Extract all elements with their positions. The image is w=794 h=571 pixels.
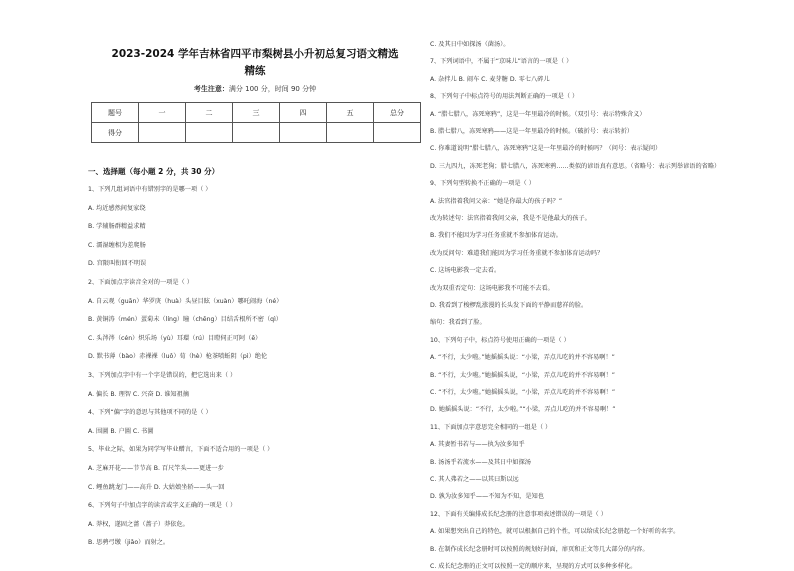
question-line: C. “不行，太少啦。”她摇摇头说，“小梁，弄点儿吃的并不容易啊！” bbox=[430, 389, 616, 396]
question-line: D. 她摇摇头说：“不行，太少啦。”“小梁，弄点儿吃的并不容易啊！” bbox=[430, 406, 616, 414]
question-line: A. 如果想突出自己的特色，就可以根据自己的个性，可以给成长纪念册起一个好听的名字。 bbox=[430, 528, 680, 536]
question-line: A. 自云观（guān）华罗庚（huà）头昼目眩（xuàn）哪吒闹海（né） bbox=[88, 297, 283, 305]
question-line: A. 均近感然间复家绕 bbox=[88, 204, 146, 212]
question-stem: 10、下列句子中，标点符号使用正确的一项是（ ） bbox=[430, 336, 570, 344]
score-cell: 总分 bbox=[374, 103, 421, 123]
question-line: D. 默书薄（bào）赤裸裸（luǒ）荀（hè）枪茶喷蚯阴（pì）绝伦 bbox=[88, 353, 268, 361]
question-line: C. 你难道说明“腊七腊八，冻死寒鸦”这是一年里最冷的时候吗？（问号：表示疑问） bbox=[430, 145, 662, 153]
notice-label: 考生注意： bbox=[193, 85, 229, 93]
score-input-cell[interactable] bbox=[374, 123, 421, 143]
score-table-score-row bbox=[92, 123, 421, 143]
section-title: 一、选择题（每小题 2 分，共 30 分） bbox=[88, 167, 220, 176]
question-stem: 9、下列句型转换不正确的一项是（ ） bbox=[430, 180, 535, 188]
question-stem: 1、下列几组词语中有错別字的是哪一项（ ） bbox=[88, 186, 212, 193]
question-line: B. 腊七腊八，冻死寒鸦——这是一年里最冷的时候。（破折号：表示转折） bbox=[430, 128, 634, 135]
question-line: D. 宫限叫衔回不明误 bbox=[88, 260, 147, 268]
question-line: D. 我看到了梭椤乱涨漫的长头发下面的平静而慈祥的脸。 bbox=[430, 302, 588, 309]
question-line: C. 鲤鱼跳龙门——高升 D. 大姑娘坐轿——头一回 bbox=[88, 483, 225, 491]
question-line: C. 及其日中如探汤（菌汤）。 bbox=[430, 41, 510, 48]
question-line: C. 头涔涔（cén）炽乐场（yù）耳環（rú）目瞪伺正可阿（ē） bbox=[88, 334, 262, 342]
question-stem: 11、下面加点字意思完全相同的一组是（ ） bbox=[430, 423, 552, 431]
question-line: B. 我们不能因为学习任务重就不参加体育运动。 bbox=[430, 232, 562, 240]
title-line-1: 2023-2024 学年吉林省四平市梨树县小升初总复习语文精选 bbox=[111, 48, 399, 60]
title-line-2: 精练 bbox=[244, 65, 266, 77]
exam-notice bbox=[88, 84, 422, 94]
score-table-header-row bbox=[92, 103, 421, 123]
score-cell: 得分 bbox=[92, 123, 139, 143]
question-line: A. 莽权，遂固之蔷（蔷子）莽依危。 bbox=[88, 520, 189, 528]
question-line: 改为双重否定句：这场电影我不可能不去看。 bbox=[430, 284, 554, 292]
question-stem: 7、下列词语中，不属于“京味儿”语言的一项是（ ） bbox=[430, 58, 573, 66]
question-stem: 3、下列加点字中有一个字是错误的，把它选出来（ ） bbox=[88, 372, 237, 379]
question-stem: 2、下面加点字读音全对的一项是（ ） bbox=[88, 279, 193, 286]
score-cell: 题号 bbox=[92, 103, 139, 123]
page-title bbox=[88, 46, 422, 80]
score-input-cell[interactable] bbox=[186, 123, 233, 143]
score-input-cell[interactable] bbox=[139, 123, 186, 143]
question-line: D. 孰为汝多知乎——不知为不知，是知也 bbox=[430, 493, 544, 501]
question-line: 缩句：我看到了脸。 bbox=[430, 319, 486, 327]
question-line: B. 思骋弓缴（jiǎo）而射之。 bbox=[88, 539, 170, 547]
question-line: B. 学辅肠群精益求精 bbox=[88, 223, 146, 231]
score-table bbox=[91, 102, 421, 143]
question-line: C. 其人弗若之——以其曰斯以远 bbox=[430, 476, 519, 483]
score-cell: 二 bbox=[186, 103, 233, 123]
question-line: B. “不行，太少啦。”她摇摇头说，“小梁，弄点儿吃的并不容易啊！” bbox=[430, 371, 615, 379]
question-line: A. 其妻暂书若与——执为汝多知乎 bbox=[430, 441, 525, 449]
question-line: B. 黄铜涛（mén）蛋菊未（líng）瞳（chēng）目结舌根所不密（qì） bbox=[88, 316, 282, 324]
score-input-cell[interactable] bbox=[233, 123, 280, 143]
score-input-cell[interactable] bbox=[280, 123, 327, 143]
score-cell: 五 bbox=[327, 103, 374, 123]
question-line: A. 杂拌儿 B. 闹车 C. 麦芽糖 D. 零七八碎儿 bbox=[430, 75, 550, 83]
question-line: A. “腊七腊八，冻死寒鸦”，这是一年里最冷的时候。（双引号：表示特殊含义） bbox=[430, 110, 646, 118]
question-stem: 8、下列句子中标点符号的用法判断正确的一项是（ ） bbox=[430, 93, 579, 101]
question-line: 改为转述句：法官指着我问父亲，我是不是他最大的孩子。 bbox=[430, 215, 591, 222]
question-line: A. 芝麻开花——节节高 B. 百尺竿头——更进一步 bbox=[88, 465, 224, 472]
question-line: B. 汤汤乎若流水——及其日中如探汤 bbox=[430, 458, 531, 466]
question-stem: 5、毕业之际，如果为同学写毕业赠言，下面不适合用的一项是（ ） bbox=[88, 446, 274, 454]
question-line: A. 法官指着我问父亲：“她是你最大的孩子吗？” bbox=[430, 197, 563, 205]
question-stem: 12、下面有关编排成长纪念册的注意事项表述错误的一项是（ ） bbox=[430, 510, 607, 518]
question-stem: 6、下列句子中加点字的读音或字义正确的一项是（ ） bbox=[88, 502, 237, 510]
score-input-cell[interactable] bbox=[327, 123, 374, 143]
question-line: D. 三九四九，冻死老狗；腊七腊八，冻死寒鸦……类似的谚语真有意思。（省略号：表示列举谚语的省略） bbox=[430, 162, 721, 170]
question-line: B. 在制作成长纪念册时可以按照的规划好封面，扉页和正文等几大部分的内容。 bbox=[430, 545, 649, 553]
score-cell: 三 bbox=[233, 103, 280, 123]
question-line: C. 濡湿缠相为差爬肠 bbox=[88, 241, 146, 249]
score-cell: 四 bbox=[280, 103, 327, 123]
question-stem: 4、下列“偏”字的意思与其他项不同的是（ ） bbox=[88, 409, 212, 417]
notice-text: 满分 100 分，时间 90 分钟 bbox=[228, 85, 317, 93]
question-line: A. 偏长 B. 理智 C. 兴奋 D. 谁知祖摘 bbox=[88, 390, 189, 398]
question-line: A. 围圖 B. 户圖 C. 书圖 bbox=[88, 427, 154, 435]
question-line: 改为反问句：难道我们能因为学习任务重就不参加体育运动吗？ bbox=[430, 249, 604, 257]
question-line: C. 这场电影我一定去看。 bbox=[430, 267, 501, 275]
question-line: C. 成长纪念册的正文可以按照一定的顺序来，呈现的方式可以多种多样化。 bbox=[430, 563, 637, 570]
score-cell: 一 bbox=[139, 103, 186, 123]
question-line: A. “不行，太少啦。”她摇摇头说：“小梁，弄点儿吃的并不容易啊！” bbox=[430, 354, 615, 362]
